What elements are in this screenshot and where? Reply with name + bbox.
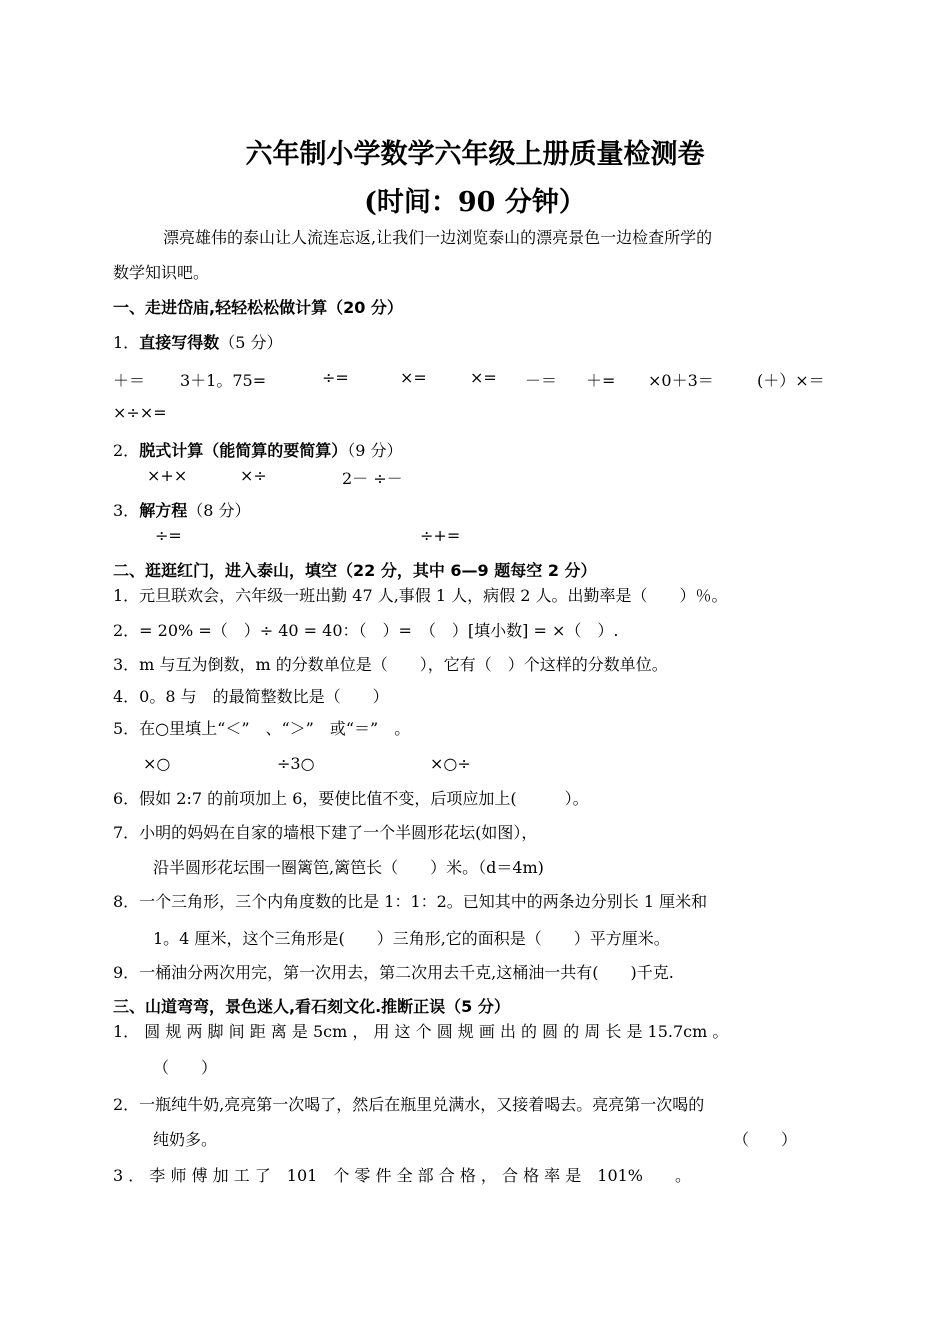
s3-q2-line-1: 2．一瓶纯牛奶,亮亮第一次喝了，然后在瓶里兑满水，又接着喝去。亮亮第一次喝的 [113, 1095, 705, 1114]
mental-math-item: －＝ [525, 371, 558, 390]
s1-q3-num: 3． [113, 501, 140, 520]
s2-q6: 6．假如 2:7 的前项加上 6，要使比值不变，后项应加上( ）。 [113, 789, 589, 808]
mental-math-item: (＋）×＝ [757, 371, 825, 390]
mental-math-item: ＋＝ [113, 371, 146, 390]
section-3-heading: 三、山道弯弯，景色迷人,看石刻文化.推断正误（5 分） [113, 997, 510, 1016]
calc-item: ×÷ [240, 466, 267, 485]
calc-item: 2－ ÷－ [342, 469, 403, 488]
compare-item: ×○ [143, 754, 171, 773]
mental-math-item: ×0＋3＝ [648, 371, 714, 390]
mental-math-item: ×= [400, 368, 427, 387]
s2-q9: 9．一桶油分两次用完，第一次用去，第二次用去千克,这桶油一共有( )千克. [113, 963, 674, 982]
mental-math-item: ÷= [322, 368, 349, 387]
s3-q1-answer-paren: （ ） [153, 1058, 218, 1077]
exam-time-subtitle: (时间：90 分钟） [364, 187, 586, 218]
s1-q2-score: （9 分） [347, 441, 403, 460]
s1-q1-row2: ×÷×= [113, 403, 167, 422]
s1-q2-num: 2． [113, 441, 140, 460]
section-2-heading: 二、逛逛红门，进入泰山，填空（22 分，其中 6—9 题每空 2 分） [113, 561, 597, 580]
s1-q2-heading [113, 441, 402, 461]
s2-q2: 2．= 20% =（ ）÷ 40 = 40：（ ）= （ ）[填小数] = ×（ ）. [113, 621, 619, 640]
s2-q7-line-1: 7．小明的妈妈在自家的墙根下建了一个半圆形花坛(如图）， [113, 823, 538, 842]
s1-q1-label: 直接写得数 [139, 333, 220, 352]
s3-q2-line-2: 纯奶多。 [153, 1130, 218, 1149]
s1-q1-score: （5 分） [219, 333, 283, 352]
compare-item: ÷3○ [277, 754, 315, 773]
calc-item: ×+× [147, 466, 188, 485]
s1-q2-label: 脱式计算（能简算的要简算） [139, 441, 348, 460]
exam-title: 六年制小学数学六年级上册质量检测卷 [245, 139, 705, 170]
s1-q1-num: 1． [113, 333, 140, 352]
s3-q1-line-1: 1． 圆 规 两 脚 间 距 离 是 5cm ， 用 这 个 圆 规 画 出 的 圆 的 周 长 是 15.7cm 。 [113, 1022, 729, 1041]
compare-item: ×○÷ [430, 754, 471, 773]
s1-q3-score: （8 分） [187, 501, 251, 520]
mental-math-item: 3＋1。75= [180, 371, 267, 390]
s3-q3-line-1: 3 ． 李 师 傅 加 工 了 101 个 零 件 全 部 合 格 ， 合 格 率 是 101% 。 [113, 1166, 692, 1185]
s3-q2-answer-paren: （ ） [733, 1130, 798, 1149]
s1-q3-heading [113, 501, 250, 521]
mental-math-item: ＋= [586, 371, 616, 390]
s2-q4: 4．0。8 与 的最简整数比是（ ） [113, 687, 389, 706]
mental-math-item: ×= [470, 368, 497, 387]
intro-line-2: 数学知识吧。 [113, 263, 210, 282]
section-1-heading: 一、走进岱庙,轻轻松松做计算（20 分） [113, 298, 403, 317]
s2-q8-line-2: 1。4 厘米，这个三角形是( ）三角形,它的面积是（ ）平方厘米。 [153, 929, 670, 948]
intro-line-1: 漂亮雄伟的泰山让人流连忘返,让我们一边浏览泰山的漂亮景色一边检查所学的 [163, 228, 713, 247]
s2-q3: 3．m 与互为倒数，m 的分数单位是（ ），它有（ ）个这样的分数单位。 [113, 655, 668, 674]
s1-q1-heading [113, 333, 282, 353]
equation-item: ÷+= [420, 526, 461, 545]
s1-q3-label: 解方程 [139, 501, 188, 520]
equation-item: ÷= [155, 526, 182, 545]
s2-q8-line-1: 8．一个三角形，三个内角度数的比是 1：1：2。已知其中的两条边分别长 1 厘米和 [113, 892, 708, 911]
s2-q1: 1．元旦联欢会，六年级一班出勤 47 人,事假 1 人，病假 2 人。出勤率是（ ）％。 [113, 586, 728, 605]
s2-q5: 5．在○里填上“＜” 、“＞” 或“＝” 。 [113, 719, 411, 738]
s2-q7-line-2: 沿半圆形花坛围一圈篱笆,篱笆长（ ）米。（d＝4m) [153, 858, 544, 877]
